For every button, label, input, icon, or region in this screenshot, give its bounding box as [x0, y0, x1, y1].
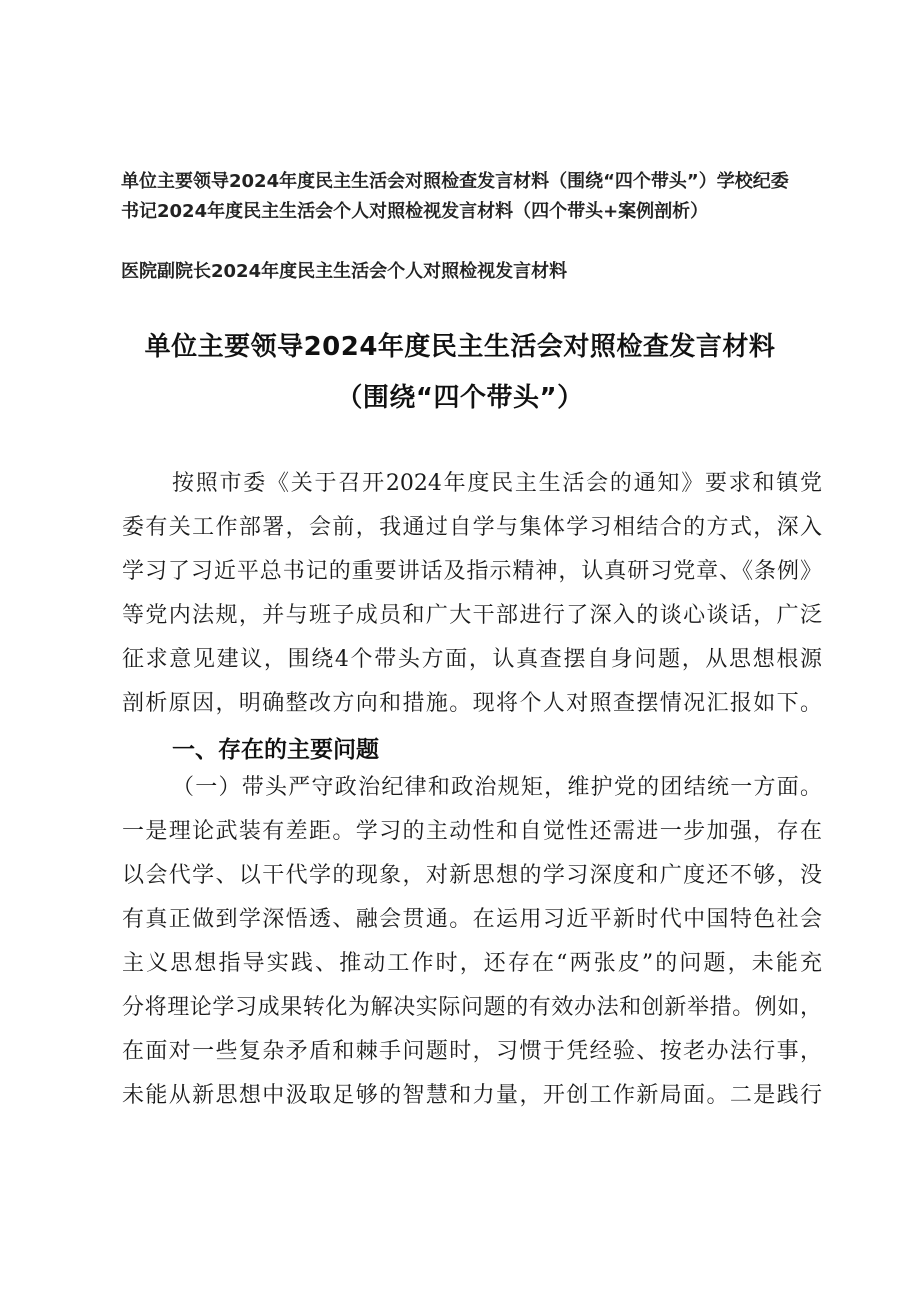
paragraph-line: 剖析原因，明确整改方向和措施。现将个人对照查摆情况汇报如下。	[122, 691, 822, 716]
paragraph-line: 有真正做到学深悟透、融会贯通。在运用习近平新时代中国特色社会	[122, 907, 822, 932]
paragraph-line: 等党内法规，并与班子成员和广大干部进行了深入的谈心谈话，广泛	[122, 603, 822, 628]
document-title: 单位主要领导2024年度民主生活会对照检查发言材料	[144, 332, 776, 362]
paragraph-line: 未能从新思想中汲取足够的智慧和力量，开创工作新局面。二是践行	[122, 1083, 822, 1108]
paragraph-line: （一）带头严守政治纪律和政治规矩，维护党的团结统一方面。	[172, 775, 822, 800]
paragraph-line: 征求意见建议，围绕4个带头方面，认真查摆自身问题，从思想根源	[122, 647, 822, 672]
toc-line: 书记2024年度民主生活会个人对照检视发言材料（四个带头+案例剖析）	[121, 201, 709, 222]
document-subtitle: （围绕“四个带头”）	[336, 383, 584, 413]
paragraph-line: 主义思想指导实践、推动工作时，还存在“两张皮”的问题，未能充	[122, 951, 822, 976]
paragraph-line: 一是理论武装有差距。学习的主动性和自觉性还需进一步加强，存在	[122, 819, 822, 844]
paragraph-line: 在面对一些复杂矛盾和棘手问题时，习惯于凭经验、按老办法行事，	[122, 1039, 822, 1064]
toc-line: 单位主要领导2024年度民主生活会对照检查发言材料（围绕“四个带头”）学校纪委	[121, 171, 789, 192]
paragraph-line: 按照市委《关于召开2024年度民主生活会的通知》要求和镇党	[172, 471, 822, 496]
paragraph-line: 委有关工作部署，会前，我通过自学与集体学习相结合的方式，深入	[122, 515, 822, 540]
paragraph-line: 分将理论学习成果转化为解决实际问题的有效办法和创新举措。例如，	[122, 995, 822, 1020]
toc-line: 医院副院长2024年度民主生活会个人对照检视发言材料	[121, 261, 568, 282]
paragraph-line: 以会代学、以干代学的现象，对新思想的学习深度和广度还不够，没	[122, 863, 822, 888]
section-heading: 一、存在的主要问题	[172, 737, 379, 763]
paragraph-line: 学习了习近平总书记的重要讲话及指示精神，认真研习党章、《条例》	[122, 559, 822, 584]
